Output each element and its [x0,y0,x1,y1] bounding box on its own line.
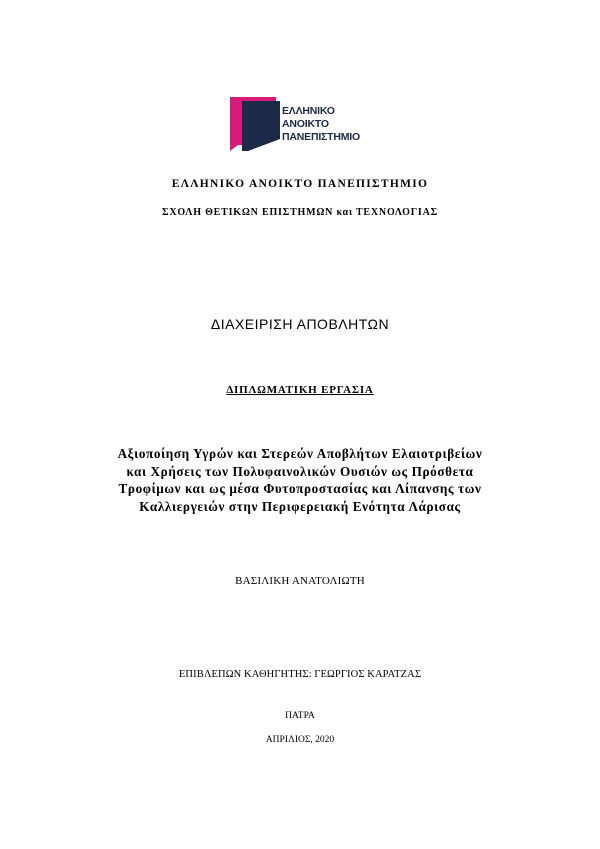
logo-line-3: ΠΑΝΕΠΙΣΤΗΜΙΟ [282,131,360,143]
logo-wordmark [282,105,360,144]
submission-date: ΑΠΡΙΛΙΟΣ, 2020 [265,735,335,745]
thesis-title-line: Τροφίμων και ως μέσα Φυτοπροστασίας και Λίπανσης των [118,481,482,496]
thesis-title-line: Καλλιεργειών στην Περιφερειακή Ενότητα Λάρισας [139,498,461,514]
city: ΠΑΤΡΑ [285,711,315,721]
document-type: ΔΙΠΛΩΜΑΤΙΚΗ ΕΡΓΑΣΙΑ [226,384,374,396]
school-name: ΣΧΟΛΗ ΘΕΤΙΚΩΝ ΕΠΙΣΤΗΜΩΝ και ΤΕΧΝΟΛΟΓΙΑΣ [162,207,438,218]
university-name: ΕΛΛΗΝΙΚΟ ΑΝΟΙΚΤΟ ΠΑΝΕΠΙΣΤΗΜΙΟ [171,178,429,190]
thesis-title-line: Αξιοποίηση Υγρών και Στερεών Αποβλήτων Ελαιοτριβείων [117,446,483,461]
supervisor-line: ΕΠΙΒΛΕΠΩΝ ΚΑΘΗΓΗΤΗΣ: ΓΕΩΡΓΙΟΣ ΚΑΡΑΤΖΑΣ [178,669,422,680]
thesis-title [80,445,520,515]
thesis-title-line: και Χρήσεις των Πολυφαινολικών Ουσιών ως Πρόσθετα [126,463,474,479]
university-logo [228,95,378,153]
program-name: ΔΙΑΧΕΙΡΙΣΗ ΑΠΟΒΛΗΤΩΝ [210,316,390,332]
logo-line-2: ΑΝΟΙΚΤΟ [282,118,329,130]
author-name: ΒΑΣΙΛΙΚΗ ΑΝΑΤΟΛΙΩΤΗ [235,575,365,587]
logo-line-1: ΕΛΛΗΝΙΚΟ [282,105,335,117]
logo-mark-icon [228,95,282,153]
